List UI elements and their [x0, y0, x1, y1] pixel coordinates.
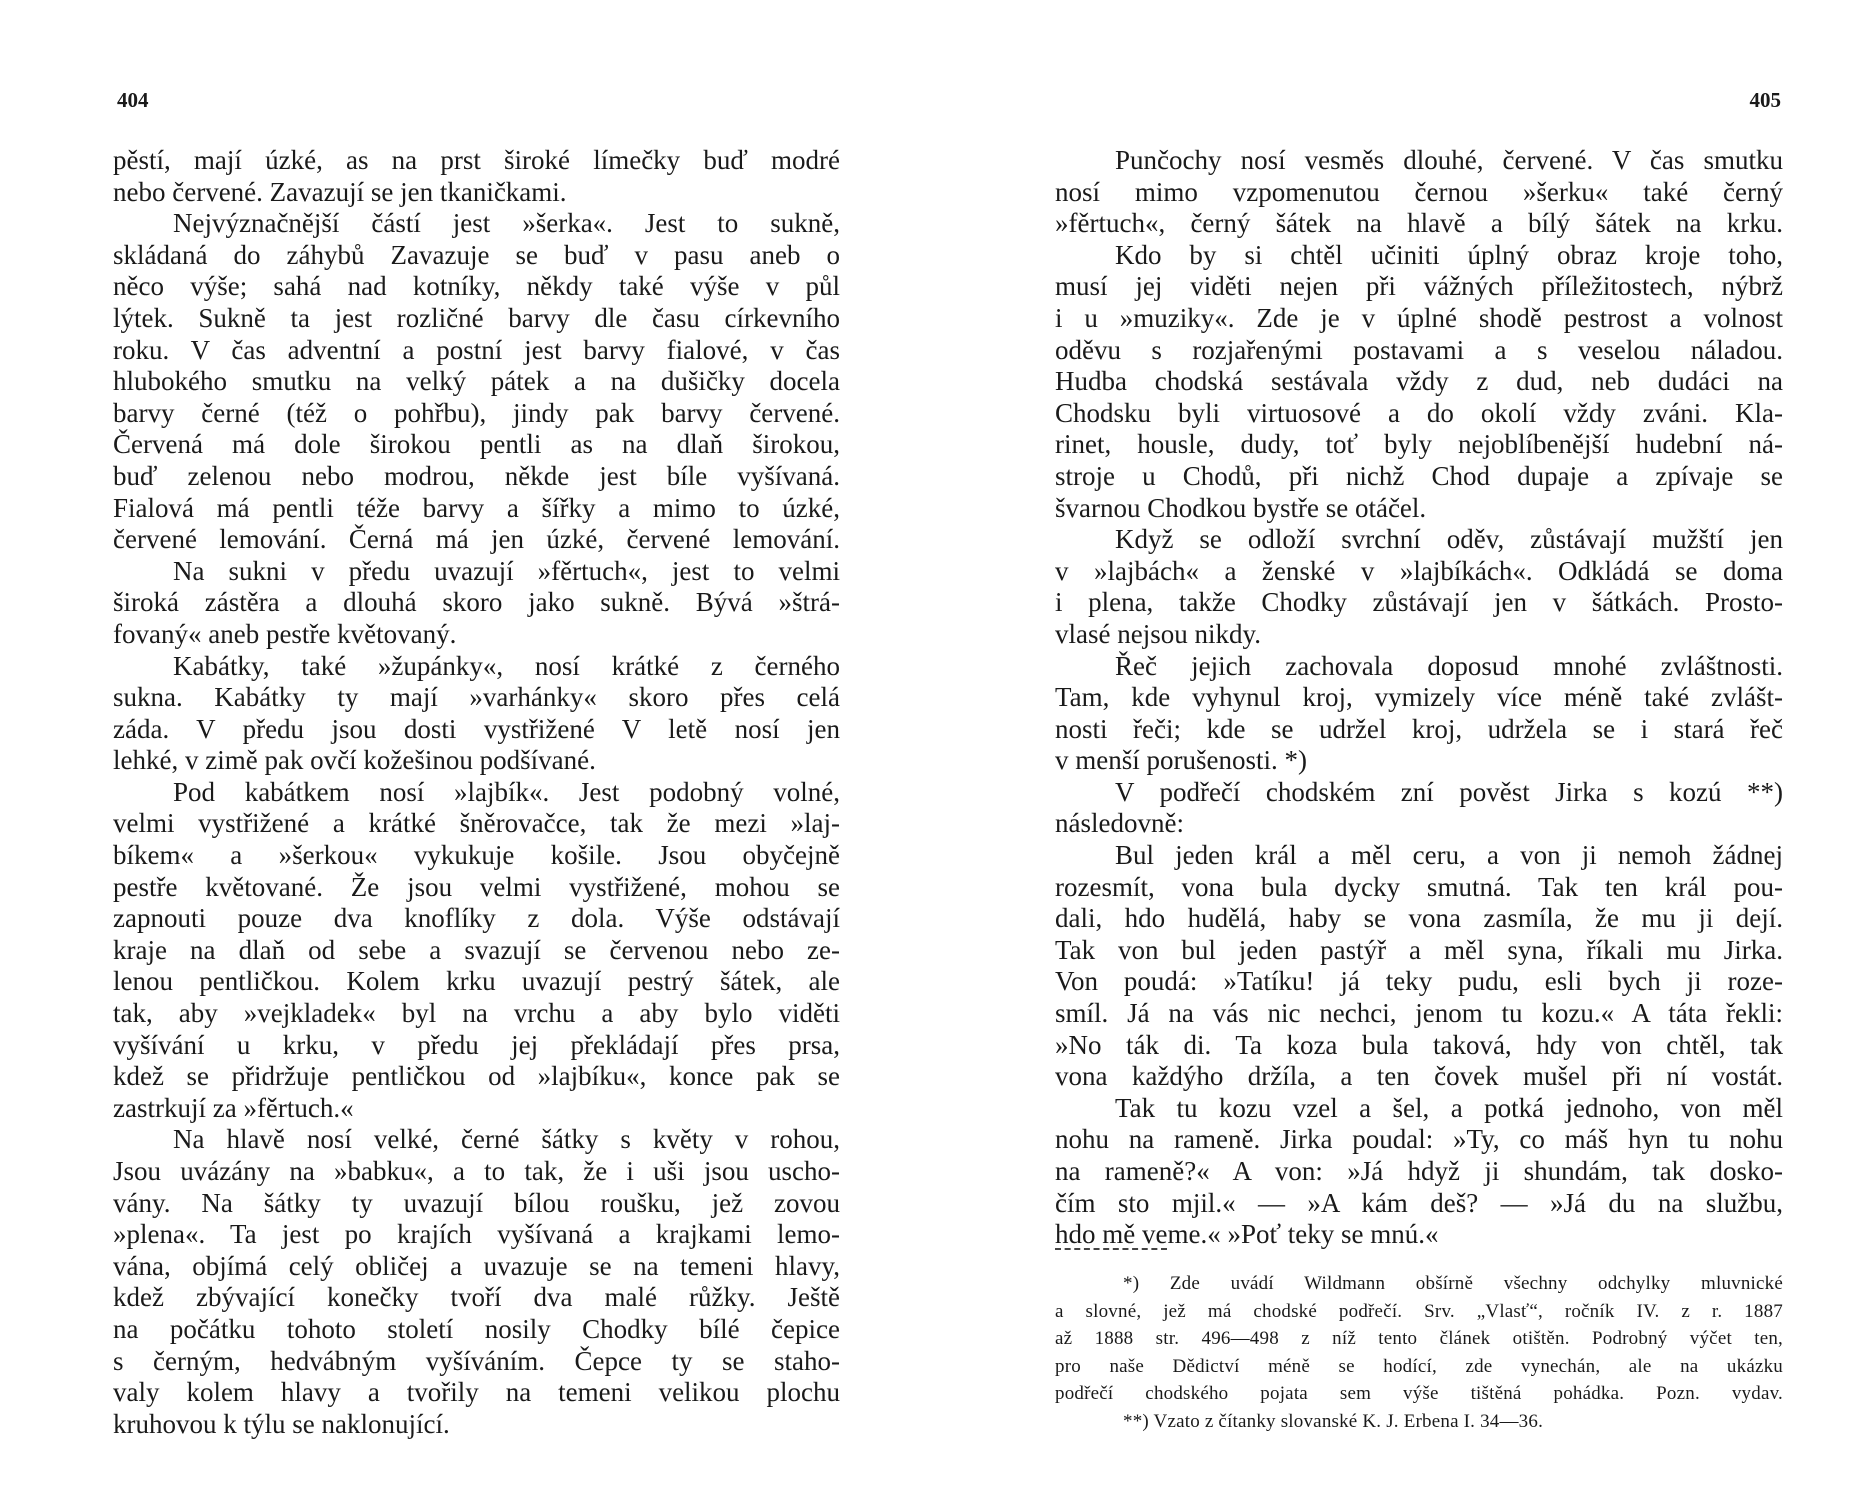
footnote-line: podřečí chodského pojata sem výše tištěná pohádka. Pozn. vydav. [1055, 1383, 1783, 1404]
footnote-line: až 1888 str. 496—498 z níž tento článek otištěn. Podrobný výčet ten, [1055, 1328, 1783, 1349]
text-line: musí jej viděti nejen při vážných příležitostech, nýbrž [1055, 271, 1783, 302]
text-line: lehké, v zimě pak ovčí kožešinou podšívané. [113, 745, 596, 776]
text-line: Na sukni v předu uvazují »fěrtuch«, jest to velmi [173, 555, 840, 586]
text-line: Řeč jejich zachovala doposud mnohé zvláštnosti. [1115, 650, 1783, 681]
text-line: Von poudá: »Tatíku! já teky pudu, esli bych ji roze- [1055, 966, 1783, 997]
text-line: kdež zbývající konečky tvoří dva malé růžky. Ještě [113, 1282, 840, 1313]
footnote-separator [1055, 1248, 1167, 1250]
text-line: v menší porušenosti. *) [1055, 745, 1307, 776]
text-line: švarnou Chodkou bystře se otáčel. [1055, 492, 1427, 523]
text-line: něco výše; sahá nad kotníky, někdy také výše v půl [113, 271, 840, 302]
text-line: kraje na dlaň od sebe a svazují se červenou nebo ze- [113, 934, 840, 965]
text-line: pestře květované. Že jsou velmi vystřižené, mohou se [113, 871, 840, 902]
text-line: v »lajbách« a ženské v »lajbíkách«. Odkládá se doma [1055, 555, 1783, 586]
footnote-line: a slovné, jež má chodské podřečí. Srv. „Vlasť“, ročník IV. z r. 1887 [1055, 1300, 1783, 1322]
text-line: pěstí, mají úzké, as na prst široké límečky buď modré [113, 145, 840, 175]
text-line: vány. Na šátky ty uvazují bílou roušku, jež zovou [113, 1187, 840, 1218]
text-line: vlasé nejsou nikdy. [1055, 618, 1261, 649]
text-line: vyšívání u krku, v předu jej překládají přes prsa, [113, 1029, 840, 1060]
text-line: fovaný« aneb pestře květovaný. [113, 618, 457, 649]
text-line: široká zástěra a dlouhá skoro jako sukně. Bývá »štrá- [113, 587, 840, 618]
text-line: barvy černé (též o pohřbu), jindy pak barvy červené. [113, 397, 840, 428]
text-line: Na hlavě nosí velké, černé šátky s květy v rohou, [173, 1124, 840, 1155]
text-line: na rameně?« A von: »Já hdyž ji shundám, tak dosko- [1055, 1156, 1783, 1186]
text-line: na počátku tohoto století nosily Chodky bílé čepice [113, 1313, 840, 1344]
page-number-right: 405 [1749, 88, 1781, 112]
text-line: i u »muziky«. Zde je v úplné shodě pestrost a volnost [1055, 302, 1783, 333]
text-line: hlubokého smutku na velký pátek a na dušičky docela [113, 366, 840, 397]
text-line: Když se odloží svrchní oděv, zůstávají mužští jen [1115, 524, 1783, 555]
text-line: oděvu s rozjařenými postavami a s veselou náladou. [1055, 334, 1783, 365]
left-page-text [113, 145, 840, 1440]
text-line: dali, hdo hudělá, haby se vona zasmíla, že mu ji dejí. [1055, 903, 1783, 934]
text-line: i plena, takže Chodky zůstávají jen v šátkách. Prosto- [1055, 587, 1783, 618]
text-line: velmi vystřižené a krátké šněrovačce, tak že mezi »laj- [113, 808, 840, 839]
text-line: skládaná do záhybů Zavazuje se buď v pasu aneb o [113, 239, 840, 270]
text-line: valy kolem hlavy a tvořily na temeni velikou plochu [113, 1377, 840, 1408]
text-line: bíkem« a »šerkou« vykukuje košile. Jsou obyčejně [113, 840, 840, 871]
right-page-text [1055, 145, 1783, 1251]
text-line: roku. V čas adventní a postní jest barvy fialové, v čas [113, 334, 840, 365]
text-line: následovně: [1055, 808, 1184, 839]
text-line: s černým, hedvábným vyšíváním. Čepce ty se staho- [113, 1345, 840, 1376]
text-line: červené lemování. Černá má jen úzké, červené lemování. [113, 524, 840, 555]
text-line: zapnouti pouze dva knoflíky z dola. Výše odstávají [113, 903, 840, 934]
text-line: »No ták di. Ta koza bula taková, hdy von chtěl, tak [1055, 1029, 1783, 1060]
text-line: Červená má dole širokou pentli as na dlaň širokou, [113, 429, 840, 460]
text-line: Nejvýznačnější částí jest »šerka«. Jest to sukně, [173, 208, 840, 239]
text-line: Kdo by si chtěl učiniti úplný obraz kroje toho, [1115, 239, 1783, 270]
text-line: kruhovou k týlu se naklonující. [113, 1408, 450, 1439]
text-line: Tak tu kozu vzel a šel, a potká jednoho, von měl [1115, 1092, 1783, 1123]
text-line: Tak von bul jeden pastýř a měl syna, říkali mu Jirka. [1055, 934, 1783, 965]
text-line: rinet, housle, dudy, toť byly nejoblíbenější hudební ná- [1055, 429, 1783, 460]
text-line: Kabátky, také »župánky«, nosí krátké z černého [173, 650, 840, 681]
footnote-line: pro naše Dědictví méně se hodící, zde vynechán, ale na ukázku [1055, 1355, 1783, 1377]
text-line: nosti řeči; kde se udržel kroj, udržela se i stará řeč [1055, 713, 1783, 744]
text-line: sukna. Kabátky ty mají »varhánky« skoro přes celá [113, 682, 840, 713]
right-page [933, 0, 1866, 1501]
text-line: čím sto mjil.« — »A kám deš? — »Já du na službu, [1055, 1187, 1783, 1218]
text-line: vána, objímá celý obličej a uvazuje se na temeni hlavy, [113, 1250, 840, 1281]
text-line: Pod kabátkem nosí »lajbík«. Jest podobný volné, [173, 776, 840, 807]
text-line: Tam, kde vyhynul kroj, vymizely více méně také zvlášt- [1055, 682, 1783, 713]
text-line: rozesmít, vona bula dycky smutná. Tak ten král pou- [1055, 871, 1783, 902]
text-line: tak, aby »vejkladek« byl na vrchu a aby bylo viděti [113, 998, 840, 1029]
text-line: hdo mě veme.« »Poť teky se mnú.« [1055, 1219, 1439, 1250]
text-line: lýtek. Sukně ta jest rozličné barvy dle času církevního [113, 302, 840, 333]
text-line: lenou pentličkou. Kolem krku uvazují pestrý šátek, ale [113, 966, 840, 997]
text-line: kdež se přidržuje pentličkou od »lajbíku«, konce pak se [113, 1061, 840, 1092]
text-line: Jsou uvázány na »babku«, a to tak, že i uši jsou uscho- [113, 1156, 840, 1186]
text-line: nebo červené. Zavazují se jen tkaničkami. [113, 176, 567, 207]
text-line: Chodsku byli virtuosové a do okolí vždy zváni. Kla- [1055, 397, 1783, 428]
footnotes [1055, 1270, 1783, 1435]
text-line: stroje u Chodů, při nichž Chod dupaje a zpívaje se [1055, 460, 1783, 491]
text-line: zastrkují za »fěrtuch.« [113, 1092, 354, 1123]
text-line: záda. V předu jsou dosti vystřižené V letě nosí jen [113, 713, 840, 744]
footnote-line: **) Vzato z čítanky slovanské K. J. Erbena I. 34—36. [1123, 1410, 1544, 1432]
page-number-left: 404 [117, 88, 149, 112]
text-line: Bul jeden král a měl ceru, a von ji nemoh žádnej [1115, 840, 1783, 871]
text-line: nosí mimo vzpomenutou černou »šerku« také černý [1055, 176, 1783, 207]
text-line: buď zelenou nebo modrou, někde jest bíle vyšívaná. [113, 460, 840, 491]
text-line: vona každýho držíla, a ten čovek mušel při ní vostát. [1055, 1061, 1783, 1092]
text-line: Hudba chodská sestávala vždy z dud, neb dudáci na [1055, 366, 1783, 397]
text-line: Punčochy nosí vesměs dlouhé, červené. V čas smutku [1115, 145, 1783, 175]
text-line: smíl. Já na vás nic nechci, jenom tu kozu.« A táta řekli: [1055, 998, 1783, 1029]
text-line: nohu na rameně. Jirka poudal: »Ty, co máš hyn tu nohu [1055, 1124, 1783, 1155]
text-line: »plena«. Ta jest po krajích vyšívaná a krajkami lemo- [113, 1219, 840, 1250]
text-line: Fialová má pentli téže barvy a šířky a mimo to úzké, [113, 492, 840, 523]
footnote-line: *) Zde uvádí Wildmann obšírně všechny odchylky mluvnické [1123, 1273, 1783, 1294]
text-line: V podřečí chodském zní pověst Jirka s kozú **) [1115, 776, 1783, 807]
text-line: »fěrtuch«, černý šátek na hlavě a bílý šátek na krku. [1055, 208, 1783, 239]
